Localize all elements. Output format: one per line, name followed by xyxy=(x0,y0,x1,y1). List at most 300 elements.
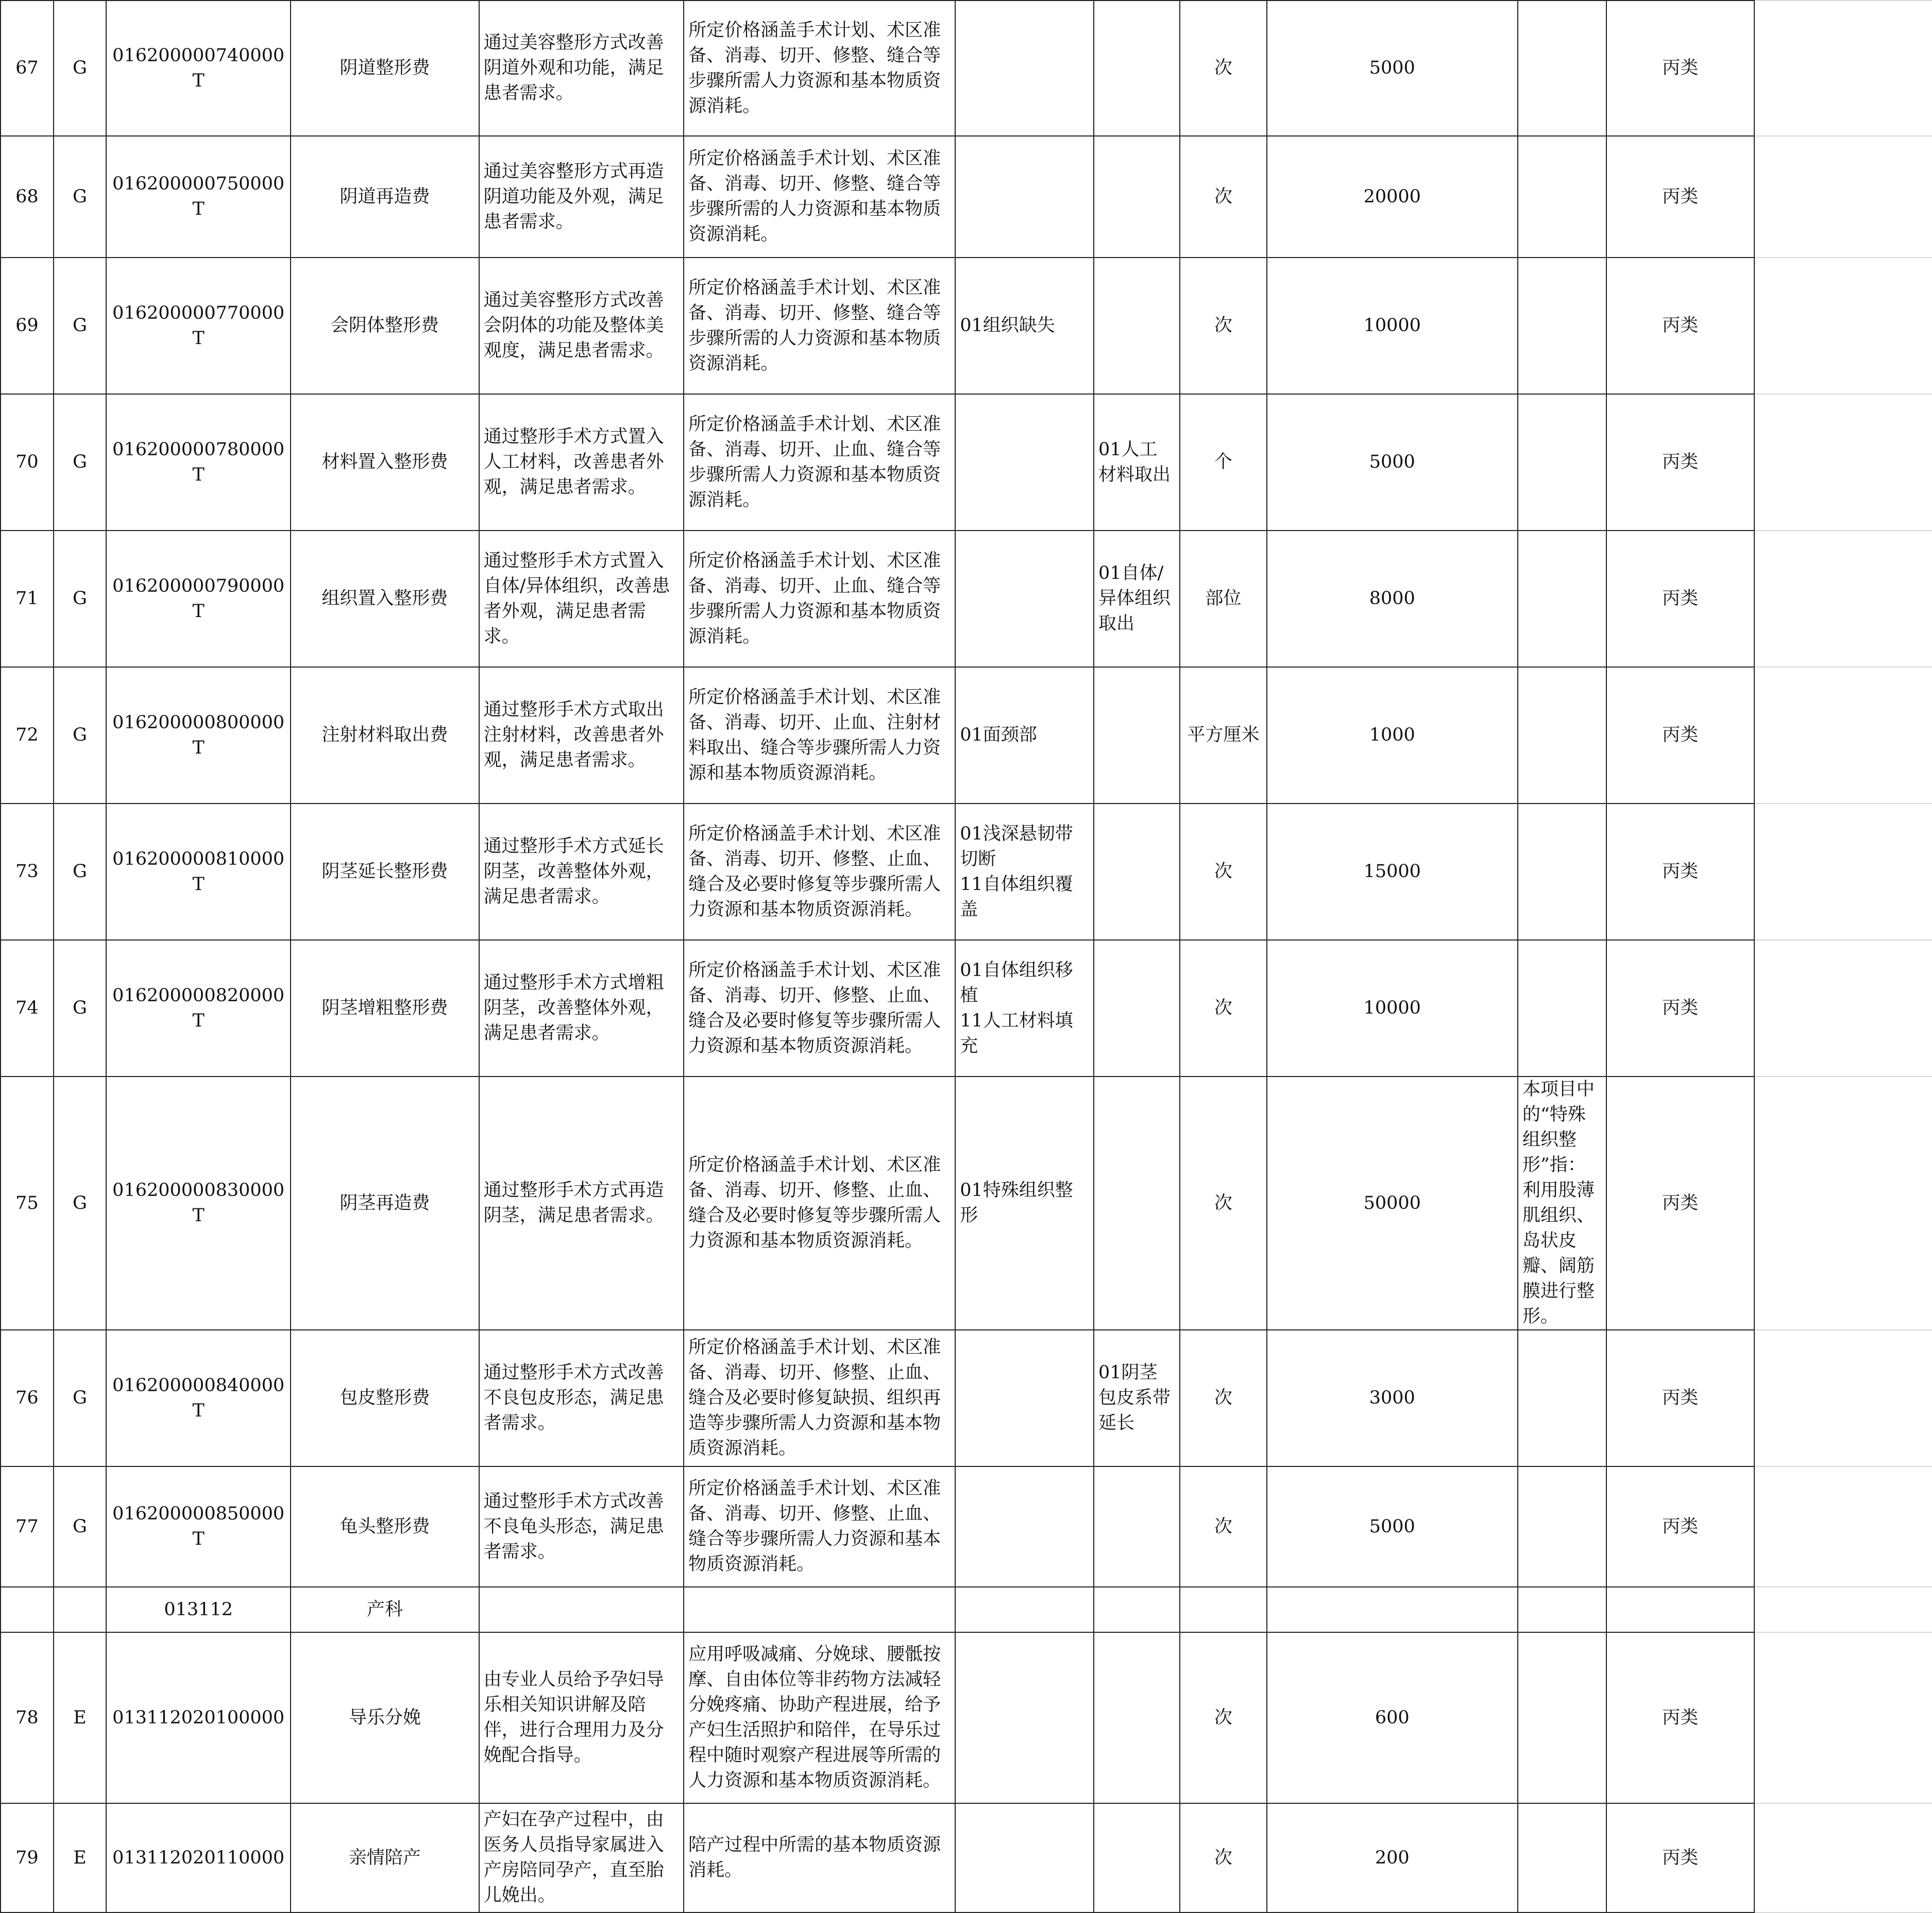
class-cell xyxy=(1606,258,1754,394)
item-name-cell-text: 会阴体整形费 xyxy=(330,315,439,336)
empty-trailing-cell xyxy=(1754,136,1932,258)
class-cell-text: 丙类 xyxy=(1662,1847,1699,1868)
item-name-cell-text: 组织置入整形费 xyxy=(321,588,448,609)
item-name-cell-text: 包皮整形费 xyxy=(340,1388,430,1408)
price-cell-text: 5000 xyxy=(1369,58,1415,78)
table-row xyxy=(1,1466,1932,1587)
price-cell-text: 3000 xyxy=(1369,1388,1415,1408)
pricing-note-cell-text: 所定价格涵盖手术计划、术区准备、消毒、切开、修整、缝合等步骤所需的人力资源和基本物质资源消耗。 xyxy=(688,277,941,374)
seq-cell-text: 73 xyxy=(15,861,39,882)
item-content-cell-text: 通过整形手术方式增粗阴茎，改善整体外观，满足患者需求。 xyxy=(483,972,664,1044)
price-cell-text: 10000 xyxy=(1363,998,1421,1018)
remark-cell xyxy=(1518,667,1606,804)
seq-cell xyxy=(1,667,54,804)
addon-cell xyxy=(955,1466,1094,1587)
table-row xyxy=(1,1330,1932,1466)
empty-trailing-cell xyxy=(1754,1803,1932,1912)
unit-cell xyxy=(1180,136,1266,258)
item-name-cell xyxy=(291,804,479,940)
code-cell-text: 016200000820000T xyxy=(112,985,285,1031)
class-cell-text: 丙类 xyxy=(1662,452,1699,472)
category-cell xyxy=(54,667,106,804)
item-name-cell xyxy=(291,1632,479,1803)
category-cell-text: G xyxy=(73,861,87,882)
table-row xyxy=(1,531,1932,667)
price-cell xyxy=(1267,1077,1518,1330)
code-cell-text: 016200000790000T xyxy=(112,575,285,622)
seq-cell xyxy=(1,1632,54,1803)
item-name-cell xyxy=(291,531,479,667)
unit-cell xyxy=(1180,258,1266,394)
remark-cell-text: 本项目中的“特殊组织整形”指：利用股薄肌组织、岛状皮瓣、阔筋膜进行整形。 xyxy=(1522,1079,1595,1327)
pricing-note-cell xyxy=(684,136,955,258)
item-name-cell xyxy=(291,394,479,531)
empty-trailing-cell xyxy=(1754,531,1932,667)
item-name-cell-text: 阴茎再造费 xyxy=(340,1192,430,1214)
addon-cell xyxy=(955,1803,1094,1912)
item-name-cell-text: 材料置入整形费 xyxy=(321,452,448,472)
category-cell xyxy=(54,1330,106,1466)
pricing-note-cell xyxy=(684,1,955,136)
extension-cell xyxy=(1094,1,1180,136)
category-cell xyxy=(54,394,106,531)
empty-trailing-cell xyxy=(1754,804,1932,940)
category-cell-text: E xyxy=(73,1707,87,1728)
item-content-cell-text: 通过美容整形方式改善会阴体的功能及整体美观度，满足患者需求。 xyxy=(483,290,664,361)
price-cell xyxy=(1267,1466,1518,1587)
class-cell xyxy=(1606,531,1754,667)
pricing-note-cell xyxy=(684,531,955,667)
class-cell-text: 丙类 xyxy=(1662,315,1699,336)
code-cell-text: 016200000840000T xyxy=(112,1375,285,1421)
code-cell-text: 016200000830000T xyxy=(112,1180,285,1226)
code-cell xyxy=(106,1,291,136)
item-content-cell-text: 通过美容整形方式再造阴道功能及外观，满足患者需求。 xyxy=(483,161,664,232)
addon-cell xyxy=(955,394,1094,531)
seq-cell xyxy=(1,804,54,940)
class-cell-text: 丙类 xyxy=(1662,186,1699,207)
price-cell xyxy=(1267,258,1518,394)
remark-cell xyxy=(1518,804,1606,940)
unit-cell xyxy=(1180,1330,1266,1466)
category-cell xyxy=(54,1587,106,1632)
category-cell-text: G xyxy=(73,1516,87,1537)
item-content-cell xyxy=(479,1466,684,1587)
pricing-note-cell-text: 所定价格涵盖手术计划、术区准备、消毒、切开、修整、止血、缝合及必要时修复等步骤所需人力资源和基本物质资源消耗。 xyxy=(688,1155,941,1251)
price-cell-text: 50000 xyxy=(1363,1192,1421,1214)
item-content-cell-text: 通过整形手术方式改善不良龟头形态，满足患者需求。 xyxy=(483,1491,664,1562)
category-cell-text: G xyxy=(73,725,87,745)
item-name-cell xyxy=(291,258,479,394)
unit-cell xyxy=(1180,394,1266,531)
unit-cell-text: 个 xyxy=(1214,452,1232,472)
category-cell xyxy=(54,136,106,258)
unit-cell-text: 次 xyxy=(1214,1388,1232,1408)
item-name-cell-text: 产科 xyxy=(366,1599,403,1620)
empty-trailing-cell xyxy=(1754,1632,1932,1803)
unit-cell-text: 次 xyxy=(1214,861,1232,882)
pricing-note-cell-text: 所定价格涵盖手术计划、术区准备、消毒、切开、修整、止血、缝合及必要时修复等步骤所需人力资源和基本物质资源消耗。 xyxy=(688,823,941,920)
seq-cell-text: 69 xyxy=(15,315,39,336)
remark-cell xyxy=(1518,1330,1606,1466)
unit-cell-text: 次 xyxy=(1214,186,1232,207)
seq-cell-text: 76 xyxy=(15,1388,39,1408)
addon-cell-text: 01自体组织移植 11人工材料填充 xyxy=(960,960,1073,1056)
extension-cell xyxy=(1094,940,1180,1077)
code-cell xyxy=(106,394,291,531)
code-cell xyxy=(106,1077,291,1330)
price-cell xyxy=(1267,136,1518,258)
code-cell-text: 013112020110000 xyxy=(112,1847,285,1868)
seq-cell xyxy=(1,940,54,1077)
code-cell-text: 013112 xyxy=(164,1599,233,1620)
seq-cell xyxy=(1,1466,54,1587)
addon-cell xyxy=(955,1,1094,136)
item-content-cell xyxy=(479,1330,684,1466)
item-name-cell xyxy=(291,1077,479,1330)
unit-cell-text: 次 xyxy=(1214,315,1232,336)
seq-cell-text: 74 xyxy=(15,998,39,1018)
class-cell-text: 丙类 xyxy=(1662,861,1699,882)
unit-cell-text: 平方厘米 xyxy=(1187,725,1260,745)
table-row xyxy=(1,667,1932,804)
remark-cell xyxy=(1518,1587,1606,1632)
class-cell xyxy=(1606,1587,1754,1632)
category-cell-text: G xyxy=(73,315,87,336)
extension-cell xyxy=(1094,667,1180,804)
pricing-note-cell-text: 陪产过程中所需的基本物质资源消耗。 xyxy=(688,1835,941,1881)
category-cell-text: G xyxy=(73,186,87,207)
price-cell-text: 10000 xyxy=(1363,315,1421,336)
seq-cell xyxy=(1,1330,54,1466)
item-name-cell xyxy=(291,1587,479,1632)
pricing-note-cell xyxy=(684,1077,955,1330)
seq-cell-text: 75 xyxy=(15,1192,39,1214)
item-content-cell-text: 通过美容整形方式改善阴道外观和功能，满足患者需求。 xyxy=(483,32,664,104)
price-cell xyxy=(1267,940,1518,1077)
category-cell xyxy=(54,940,106,1077)
price-cell xyxy=(1267,1330,1518,1466)
pricing-note-cell-text: 所定价格涵盖手术计划、术区准备、消毒、切开、止血、注射材料取出、缝合等步骤所需人力资源和基本物质资源消耗。 xyxy=(688,687,941,783)
price-cell-text: 1000 xyxy=(1369,725,1415,745)
item-name-cell-text: 阴茎增粗整形费 xyxy=(321,998,448,1018)
extension-cell xyxy=(1094,1330,1180,1466)
empty-trailing-cell xyxy=(1754,1466,1932,1587)
extension-cell xyxy=(1094,1803,1180,1912)
table-row xyxy=(1,1,1932,136)
addon-cell xyxy=(955,1632,1094,1803)
extension-cell xyxy=(1094,1077,1180,1330)
category-cell-text: G xyxy=(73,58,87,78)
remark-cell xyxy=(1518,136,1606,258)
table-row xyxy=(1,1803,1932,1912)
item-name-cell-text: 注射材料取出费 xyxy=(321,725,448,745)
item-content-cell xyxy=(479,1,684,136)
empty-trailing-cell xyxy=(1754,1077,1932,1330)
class-cell xyxy=(1606,1803,1754,1912)
unit-cell xyxy=(1180,1077,1266,1330)
code-cell xyxy=(106,136,291,258)
code-cell xyxy=(106,531,291,667)
item-content-cell-text: 通过整形手术方式延长阴茎，改善整体外观，满足患者需求。 xyxy=(483,836,664,907)
empty-trailing-cell xyxy=(1754,1330,1932,1466)
price-cell-text: 20000 xyxy=(1363,186,1421,207)
seq-cell-text: 78 xyxy=(15,1707,39,1728)
seq-cell xyxy=(1,1803,54,1912)
class-cell xyxy=(1606,1077,1754,1330)
item-content-cell xyxy=(479,1587,684,1632)
unit-cell xyxy=(1180,1632,1266,1803)
category-cell xyxy=(54,1466,106,1587)
code-cell xyxy=(106,1330,291,1466)
class-cell xyxy=(1606,1466,1754,1587)
seq-cell xyxy=(1,136,54,258)
class-cell-text: 丙类 xyxy=(1662,1192,1699,1214)
code-cell xyxy=(106,1466,291,1587)
remark-cell xyxy=(1518,940,1606,1077)
remark-cell xyxy=(1518,1466,1606,1587)
seq-cell-text: 71 xyxy=(15,588,39,609)
extension-cell xyxy=(1094,804,1180,940)
category-cell xyxy=(54,1632,106,1803)
class-cell-text: 丙类 xyxy=(1662,725,1699,745)
remark-cell xyxy=(1518,1632,1606,1803)
item-content-cell-text: 由专业人员给予孕妇导乐相关知识讲解及陪伴，进行合理用力及分娩配合指导。 xyxy=(483,1669,664,1766)
pricing-note-cell-text: 所定价格涵盖手术计划、术区准备、消毒、切开、止血、缝合等步骤所需人力资源和基本物质资源消耗。 xyxy=(688,550,941,647)
pricing-note-cell-text: 所定价格涵盖手术计划、术区准备、消毒、切开、修整、止血、缝合及必要时修复缺损、组织再造等步骤所需人力资源和基本物质资源消耗。 xyxy=(688,1337,941,1459)
pricing-note-cell xyxy=(684,1330,955,1466)
addon-cell xyxy=(955,136,1094,258)
item-name-cell xyxy=(291,1330,479,1466)
addon-cell xyxy=(955,1077,1094,1330)
pricing-note-cell-text: 应用呼吸减痛、分娩球、腰骶按摩、自由体位等非药物方法减轻分娩疼痛、协助产程进展，给予产妇生活照护和陪伴，在导乐过程中随时观察产程进展等所需的人力资源和基本物质资源消耗。 xyxy=(688,1644,941,1791)
category-cell-text: G xyxy=(73,452,87,472)
pricing-note-cell xyxy=(684,1632,955,1803)
unit-cell-text: 次 xyxy=(1214,1516,1232,1537)
extension-cell xyxy=(1094,136,1180,258)
seq-cell-text: 77 xyxy=(15,1516,39,1537)
remark-cell xyxy=(1518,394,1606,531)
price-cell-text: 15000 xyxy=(1363,861,1421,882)
price-cell-text: 8000 xyxy=(1369,588,1415,609)
unit-cell-text: 次 xyxy=(1214,1192,1232,1214)
remark-cell xyxy=(1518,258,1606,394)
code-cell xyxy=(106,258,291,394)
class-cell-text: 丙类 xyxy=(1662,58,1699,78)
addon-cell-text: 01浅深悬韧带切断 11自体组织覆盖 xyxy=(960,823,1073,920)
addon-cell xyxy=(955,1587,1094,1632)
seq-cell xyxy=(1,1077,54,1330)
unit-cell-text: 次 xyxy=(1214,998,1232,1018)
unit-cell xyxy=(1180,1587,1266,1632)
class-cell-text: 丙类 xyxy=(1662,1707,1699,1728)
unit-cell-text: 次 xyxy=(1214,58,1232,78)
category-cell-text: G xyxy=(73,998,87,1018)
item-content-cell xyxy=(479,1632,684,1803)
category-cell-text: G xyxy=(73,1192,87,1214)
price-cell xyxy=(1267,531,1518,667)
price-cell-text: 600 xyxy=(1375,1707,1410,1728)
seq-cell-text: 79 xyxy=(15,1847,39,1868)
item-content-cell-text: 通过整形手术方式置入自体/异体组织，改善患者外观，满足患者需求。 xyxy=(483,550,670,647)
class-cell xyxy=(1606,1330,1754,1466)
addon-cell xyxy=(955,804,1094,940)
item-content-cell-text: 通过整形手术方式改善不良包皮形态，满足患者需求。 xyxy=(483,1362,664,1433)
remark-cell xyxy=(1518,531,1606,667)
item-content-cell xyxy=(479,1803,684,1912)
pricing-note-cell xyxy=(684,1587,955,1632)
price-cell-text: 5000 xyxy=(1369,452,1415,472)
code-cell xyxy=(106,1632,291,1803)
extension-cell xyxy=(1094,394,1180,531)
seq-cell xyxy=(1,394,54,531)
addon-cell xyxy=(955,667,1094,804)
code-cell-text: 016200000850000T xyxy=(112,1504,285,1549)
price-cell xyxy=(1267,804,1518,940)
code-cell xyxy=(106,804,291,940)
unit-cell xyxy=(1180,1803,1266,1912)
item-content-cell xyxy=(479,940,684,1077)
class-cell-text: 丙类 xyxy=(1662,588,1699,609)
empty-trailing-cell xyxy=(1754,940,1932,1077)
code-cell-text: 013112020100000 xyxy=(112,1707,285,1728)
category-cell-text: G xyxy=(73,1388,87,1408)
seq-cell xyxy=(1,1587,54,1632)
remark-cell xyxy=(1518,1,1606,136)
empty-trailing-cell xyxy=(1754,667,1932,804)
seq-cell xyxy=(1,1,54,136)
class-cell-text: 丙类 xyxy=(1662,1516,1699,1537)
unit-cell xyxy=(1180,1466,1266,1587)
category-cell xyxy=(54,531,106,667)
empty-trailing-cell xyxy=(1754,1,1932,136)
unit-cell xyxy=(1180,667,1266,804)
item-name-cell-text: 龟头整形费 xyxy=(340,1516,430,1537)
pricing-note-cell-text: 所定价格涵盖手术计划、术区准备、消毒、切开、修整、缝合等步骤所需的人力资源和基本物质资源消耗。 xyxy=(688,148,941,245)
code-cell xyxy=(106,1803,291,1912)
class-cell-text: 丙类 xyxy=(1662,998,1699,1018)
item-name-cell xyxy=(291,136,479,258)
seq-cell xyxy=(1,531,54,667)
pricing-note-cell-text: 所定价格涵盖手术计划、术区准备、消毒、切开、止血、缝合等步骤所需人力资源和基本物质资源消耗。 xyxy=(688,414,941,510)
price-cell xyxy=(1267,1803,1518,1912)
section-header-row xyxy=(1,1587,1932,1632)
addon-cell xyxy=(955,1330,1094,1466)
item-name-cell xyxy=(291,940,479,1077)
table-row xyxy=(1,136,1932,258)
pricing-note-cell-text: 所定价格涵盖手术计划、术区准备、消毒、切开、修整、止血、缝合等步骤所需人力资源和基本物质资源消耗。 xyxy=(688,1478,941,1575)
table-row xyxy=(1,804,1932,940)
addon-cell xyxy=(955,531,1094,667)
code-cell-text: 016200000770000T xyxy=(112,302,285,349)
extension-cell-text: 01人工材料取出 xyxy=(1098,439,1171,485)
item-name-cell-text: 导乐分娩 xyxy=(348,1707,421,1728)
extension-cell-text: 01阴茎包皮系带延长 xyxy=(1098,1362,1171,1433)
item-content-cell-text: 通过整形手术方式再造阴茎，满足患者需求。 xyxy=(483,1180,664,1226)
pricing-note-cell-text: 所定价格涵盖手术计划、术区准备、消毒、切开、修整、止血、缝合及必要时修复等步骤所需人力资源和基本物质资源消耗。 xyxy=(688,960,941,1056)
code-cell xyxy=(106,667,291,804)
pricing-note-cell xyxy=(684,940,955,1077)
pricing-note-cell xyxy=(684,1803,955,1912)
class-cell xyxy=(1606,667,1754,804)
item-name-cell-text: 阴道再造费 xyxy=(340,186,430,207)
table-row xyxy=(1,940,1932,1077)
item-name-cell-text: 亲情陪产 xyxy=(348,1847,421,1868)
item-content-cell xyxy=(479,804,684,940)
seq-cell-text: 68 xyxy=(15,186,39,207)
addon-cell-text: 01组织缺失 xyxy=(960,315,1055,336)
code-cell-text: 016200000800000T xyxy=(112,712,285,758)
item-content-cell-text: 通过整形手术方式取出注射材料，改善患者外观，满足患者需求。 xyxy=(483,699,664,771)
item-content-cell xyxy=(479,1077,684,1330)
extension-cell xyxy=(1094,1466,1180,1587)
item-content-cell-text: 通过整形手术方式置入人工材料，改善患者外观，满足患者需求。 xyxy=(483,426,664,498)
unit-cell-text: 次 xyxy=(1214,1707,1232,1728)
category-cell xyxy=(54,258,106,394)
price-cell-text: 200 xyxy=(1375,1847,1410,1868)
class-cell xyxy=(1606,1,1754,136)
price-cell xyxy=(1267,1,1518,136)
code-cell-text: 016200000780000T xyxy=(112,439,285,485)
item-name-cell xyxy=(291,1803,479,1912)
item-name-cell xyxy=(291,1,479,136)
extension-cell xyxy=(1094,1632,1180,1803)
extension-cell xyxy=(1094,531,1180,667)
table-row xyxy=(1,1077,1932,1330)
item-content-cell-text: 产妇在孕产过程中，由医务人员指导家属进入产房陪同孕产，直至胎儿娩出。 xyxy=(483,1809,664,1906)
category-cell xyxy=(54,1077,106,1330)
item-content-cell xyxy=(479,531,684,667)
unit-cell xyxy=(1180,531,1266,667)
price-cell xyxy=(1267,1587,1518,1632)
class-cell-text: 丙类 xyxy=(1662,1388,1699,1408)
pricing-note-cell-text: 所定价格涵盖手术计划、术区准备、消毒、切开、修整、缝合等步骤所需人力资源和基本物质资源消耗。 xyxy=(688,20,941,116)
pricing-note-cell xyxy=(684,804,955,940)
table-row xyxy=(1,1632,1932,1803)
category-cell xyxy=(54,804,106,940)
addon-cell xyxy=(955,258,1094,394)
unit-cell xyxy=(1180,940,1266,1077)
pricing-note-cell xyxy=(684,1466,955,1587)
category-cell-text: G xyxy=(73,588,87,609)
extension-cell-text: 01自体/异体组织取出 xyxy=(1098,563,1171,634)
code-cell-text: 016200000740000T xyxy=(112,45,285,91)
empty-trailing-cell xyxy=(1754,394,1932,531)
seq-cell-text: 70 xyxy=(15,452,39,472)
seq-cell-text: 67 xyxy=(15,58,39,78)
unit-cell xyxy=(1180,1,1266,136)
code-cell-text: 016200000750000T xyxy=(112,174,285,219)
category-cell xyxy=(54,1,106,136)
item-name-cell xyxy=(291,667,479,804)
pricing-note-cell xyxy=(684,667,955,804)
item-content-cell xyxy=(479,258,684,394)
code-cell xyxy=(106,1587,291,1632)
class-cell xyxy=(1606,394,1754,531)
table-row xyxy=(1,258,1932,394)
price-cell xyxy=(1267,667,1518,804)
price-cell xyxy=(1267,1632,1518,1803)
addon-cell-text: 01特殊组织整形 xyxy=(960,1180,1073,1226)
seq-cell xyxy=(1,258,54,394)
item-content-cell xyxy=(479,394,684,531)
unit-cell-text: 次 xyxy=(1214,1847,1232,1868)
item-content-cell xyxy=(479,136,684,258)
extension-cell xyxy=(1094,1587,1180,1632)
remark-cell xyxy=(1518,1077,1606,1330)
class-cell xyxy=(1606,940,1754,1077)
category-cell-text: E xyxy=(73,1847,87,1868)
